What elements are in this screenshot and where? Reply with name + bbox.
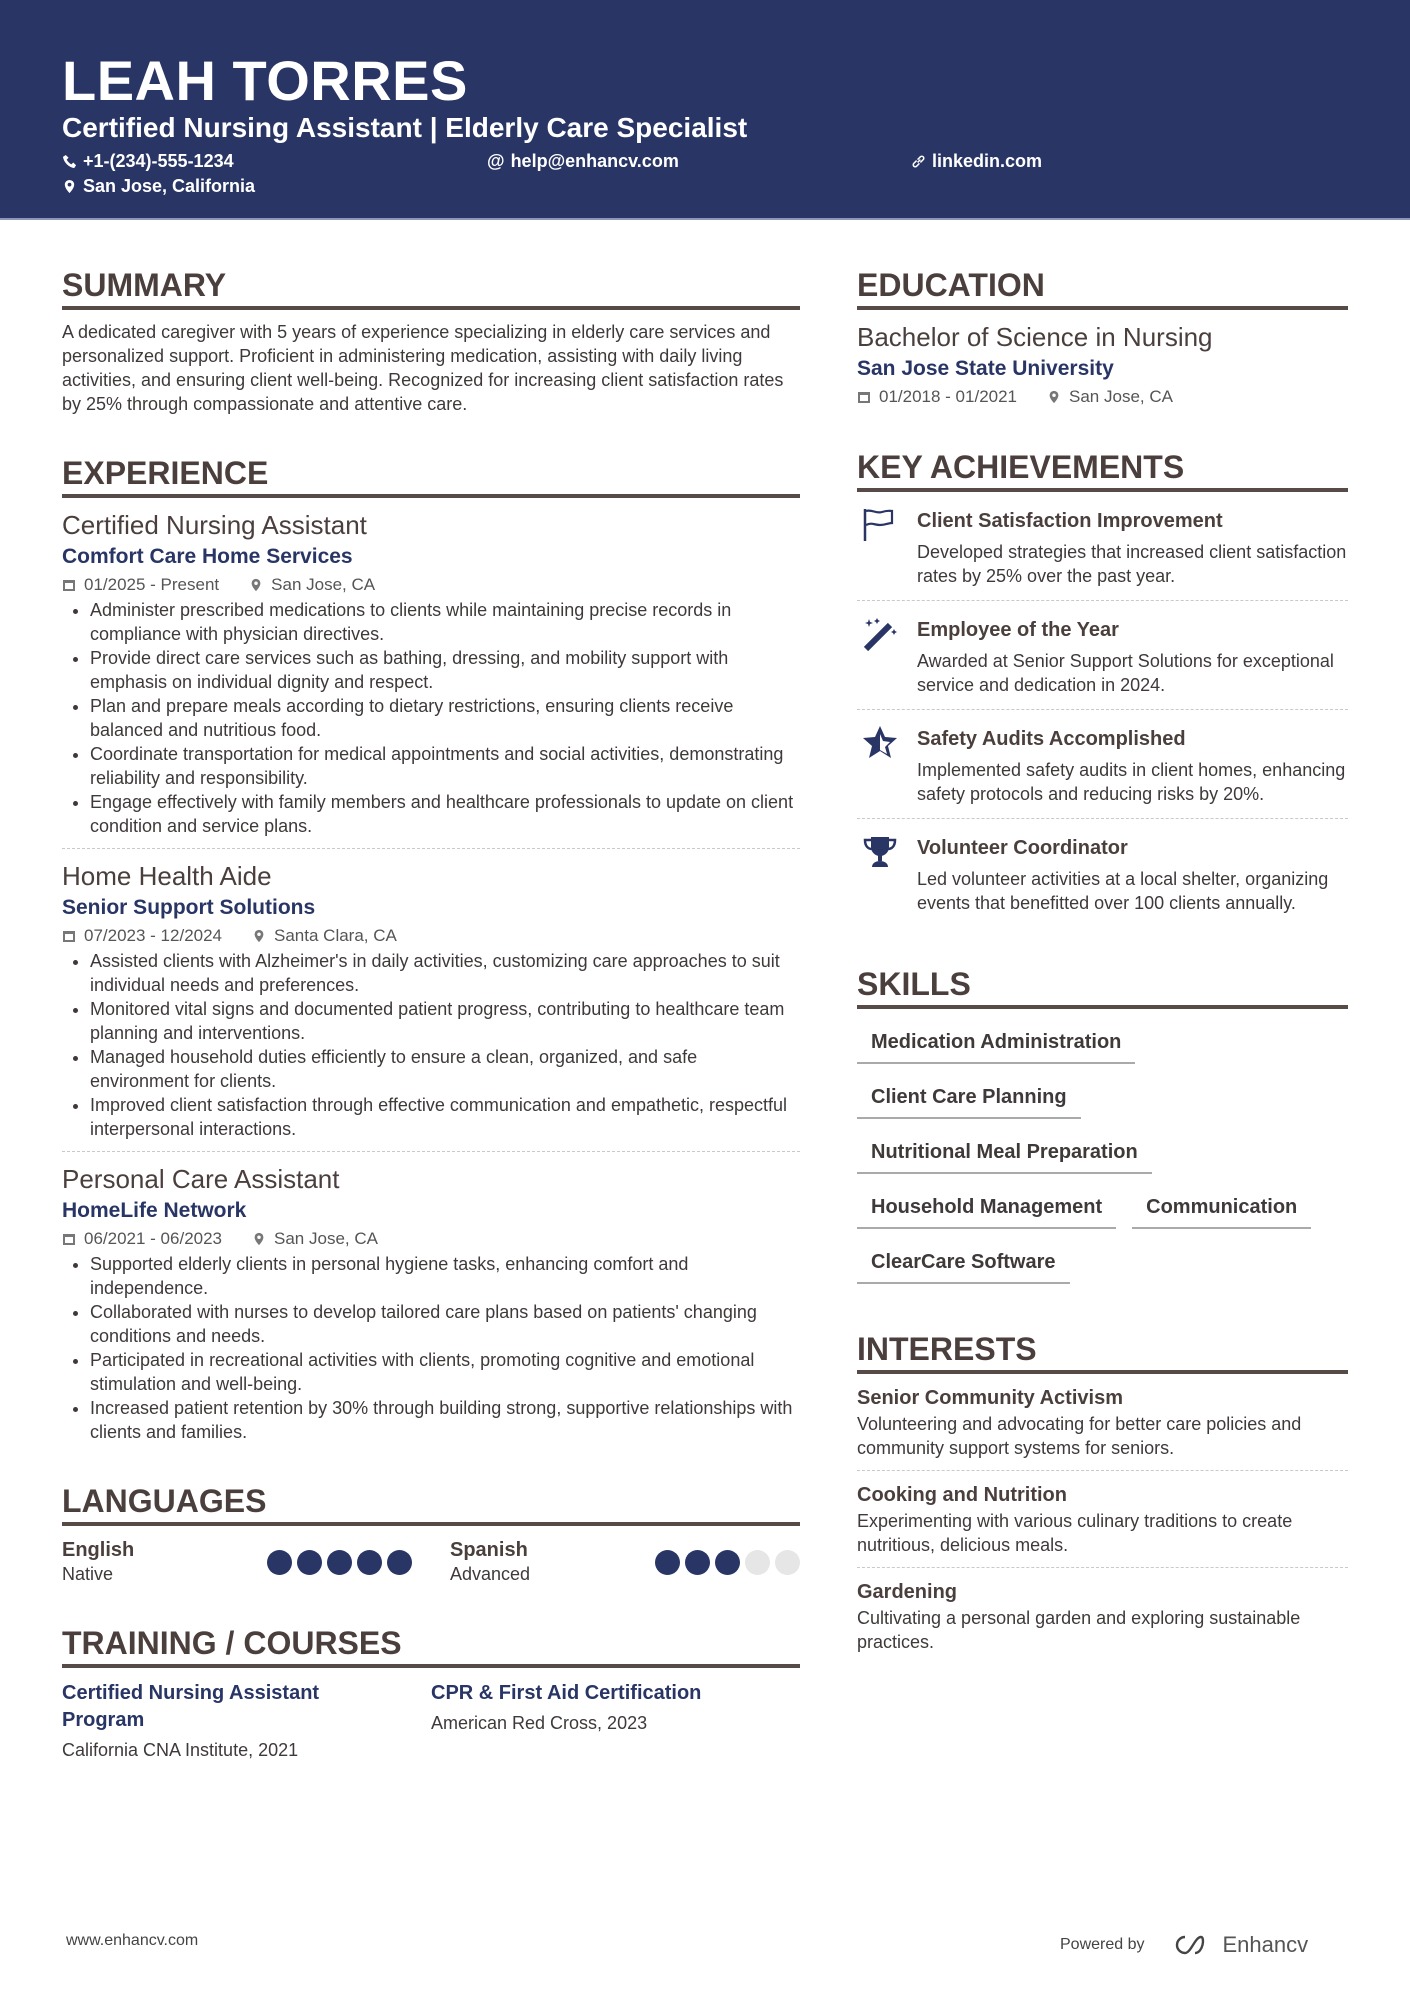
section-title: LANGUAGES [62,1482,800,1526]
skill-tag: Nutritional Meal Preparation [857,1127,1152,1174]
achievements-section [857,448,1348,927]
achievement-text: Developed strategies that increased client satisfaction rates by 25% over the past year. [917,542,1347,586]
map-pin-icon [252,1232,266,1246]
job-bullets [90,949,800,1141]
language-rating [655,1550,800,1575]
section-title: EDUCATION [857,266,1348,310]
email-link[interactable]: help@enhancv.com [510,151,679,171]
interest-item [857,1567,1348,1664]
course-item [431,1680,800,1762]
phone-icon [62,154,77,169]
powered-by-label: Powered by [1060,1936,1145,1953]
course-title: Certified Nursing Assistant Program [62,1682,320,1731]
resume-header [0,0,1410,220]
school: San Jose State University [857,357,1114,380]
language-item [450,1538,800,1586]
education-location: San Jose, CA [1069,387,1173,406]
interest-item [857,1374,1348,1470]
rating-dot [267,1550,292,1575]
job-meta [62,572,800,598]
achievement-item [857,600,1348,709]
achievement-title: Safety Audits Accomplished [917,728,1186,750]
rating-dot [357,1550,382,1575]
job-location: San Jose, CA [274,1229,378,1248]
job-location: San Jose, CA [271,575,376,594]
job-bullets [90,598,800,838]
course-detail: California CNA Institute, 2021 [62,1740,299,1760]
degree: Bachelor of Science in Nursing [857,322,1213,352]
interest-text: Cultivating a personal garden and exploring sustainable practices. [857,1608,1301,1652]
company-name: Comfort Care Home Services [62,545,353,568]
bullet-item: • Provide direct care services such as bathing, dressing, and mobility support with emphasis on individual dignity and respect. [90,646,800,694]
job-dates: 01/2025 - Present [84,575,220,594]
achievement-item [857,818,1348,927]
phone-text: +1-(234)-555-1234 [83,151,234,171]
language-name: English [62,1539,135,1561]
interest-text: Volunteering and advocating for better care policies and community support systems for seniors. [857,1414,1302,1458]
section-title: SUMMARY [62,266,800,310]
training-section [62,1624,800,1762]
job-meta [62,923,800,949]
rating-dot [327,1550,352,1575]
achievement-title: Volunteer Coordinator [917,837,1128,859]
interest-item [857,1470,1348,1567]
section-title: SKILLS [857,965,1348,1009]
company-name: Senior Support Solutions [62,896,316,919]
left-column [62,266,800,1762]
skill-tag: ClearCare Software [857,1237,1070,1284]
bullet-item: • Supported elderly clients in personal hygiene tasks, enhancing comfort and independence. [90,1252,800,1300]
trophy-icon [861,833,899,871]
education-dates: 01/2018 - 01/2021 [879,387,1018,406]
flag-icon [861,506,899,544]
skill-tag: Client Care Planning [857,1072,1081,1119]
bullet-item: • Assisted clients with Alzheimer's in daily activities, customizing care approaches to suit individual needs and preferences. [90,949,800,997]
footer-powered [1060,1932,1308,1958]
rating-dot [297,1550,322,1575]
bullet-item: • Participated in recreational activities with clients, promoting cognitive and emotional stimulation and well-being. [90,1348,800,1396]
calendar-icon [62,1232,76,1246]
link-icon [911,154,926,169]
achievement-item [857,709,1348,818]
job-location: Santa Clara, CA [274,926,397,945]
achievement-text: Implemented safety audits in client homes, enhancing safety protocols and reducing risks by 20%. [917,760,1346,804]
map-pin-icon [62,179,77,194]
interest-title: Gardening [857,1581,958,1603]
calendar-icon [62,578,76,592]
education-meta [857,384,1348,410]
map-pin-icon [1047,390,1061,404]
job-entry [62,848,800,1141]
rating-dot [775,1550,800,1575]
course-title: CPR & First Aid Certification [431,1682,702,1704]
interest-text: Experimenting with various culinary traditions to create nutritious, delicious meals. [857,1511,1293,1555]
bullet-item: • Engage effectively with family members and healthcare professionals to update on client condition and service plans. [90,790,800,838]
achievement-text: Led volunteer activities at a local shelter, organizing events that benefitted over 100 clients annually. [917,869,1329,913]
bullet-item: • Administer prescribed medications to clients while maintaining precise records in compliance with physician directives. [90,598,800,646]
job-title: Home Health Aide [62,861,272,891]
rating-dot [655,1550,680,1575]
course-detail: American Red Cross, 2023 [431,1713,648,1733]
rating-dot [685,1550,710,1575]
at-icon: @ [487,151,505,171]
location-text: San Jose, California [83,176,256,196]
interests-section [857,1330,1348,1664]
achievement-item [857,492,1348,600]
interest-title: Senior Community Activism [857,1387,1123,1409]
bullet-item: • Plan and prepare meals according to dietary restrictions, ensuring clients receive balanced and nutritious food. [90,694,800,742]
skills-section [857,965,1348,1292]
job-dates: 06/2021 - 06/2023 [84,1229,223,1248]
star-icon [861,724,899,762]
rating-dot [715,1550,740,1575]
bullet-item: • Coordinate transportation for medical appointments and social activities, demonstrating reliability and responsibility. [90,742,800,790]
linkedin-link[interactable]: linkedin.com [932,151,1043,171]
enhancv-logo-icon [1171,1933,1215,1957]
section-title: TRAINING / COURSES [62,1624,800,1668]
location-contact [62,176,255,197]
calendar-icon [62,929,76,943]
email-contact[interactable] [487,151,679,172]
candidate-title: Certified Nursing Assistant | Elderly Care Specialist [62,112,748,143]
job-entry [62,1151,800,1444]
section-title: KEY ACHIEVEMENTS [857,448,1348,492]
magic-wand-icon [861,615,899,653]
experience-section [62,454,800,1444]
interest-title: Cooking and Nutrition [857,1484,1067,1506]
right-column [857,266,1348,1664]
rating-dot [745,1550,770,1575]
calendar-icon [857,390,871,404]
language-rating [267,1550,412,1575]
map-pin-icon [252,929,266,943]
bullet-item: • Managed household duties efficiently to ensure a clean, organized, and safe environment for clients. [90,1045,800,1093]
language-name: Spanish [450,1539,528,1561]
bullet-item: • Increased patient retention by 30% through building strong, supportive relationships with clients and families. [90,1396,800,1444]
course-item [62,1680,431,1762]
language-item [62,1538,412,1586]
skill-tag: Communication [1132,1182,1311,1229]
job-entry [62,498,800,838]
footer-website[interactable]: www.enhancv.com [66,1932,199,1949]
map-pin-icon [249,578,263,592]
rating-dot [387,1550,412,1575]
achievement-text: Awarded at Senior Support Solutions for exceptional service and dedication in 2024. [917,651,1334,695]
bullet-item: • Collaborated with nurses to develop tailored care plans based on patients' changing conditions and needs. [90,1300,800,1348]
bullet-item: • Monitored vital signs and documented patient progress, contributing to healthcare team planning and interventions. [90,997,800,1045]
linkedin-contact[interactable] [911,151,1042,172]
skill-tag: Medication Administration [857,1017,1135,1064]
section-title: EXPERIENCE [62,454,800,498]
job-title: Personal Care Assistant [62,1164,340,1194]
summary-section [62,266,800,416]
languages-section [62,1482,800,1586]
language-level: Native [62,1564,114,1584]
job-bullets [90,1252,800,1444]
bullet-item: • Improved client satisfaction through effective communication and empathetic, respectful interpersonal interactions. [90,1093,800,1141]
job-meta [62,1226,800,1252]
language-level: Advanced [450,1564,531,1584]
section-title: INTERESTS [857,1330,1348,1374]
candidate-name: LEAH TORRES [62,49,468,112]
education-section [857,266,1348,410]
enhancv-brand: Enhancv [1222,1932,1309,1957]
phone-contact [62,151,234,172]
summary-text: A dedicated caregiver with 5 years of experience specializing in elderly care services and personalized support. Proficient in administering medication, assisting with daily living activities, and ensuring client well-being. Recognized for increasing client satisfaction rates by 25% through compassionate and attentive care. [62,322,784,414]
job-title: Certified Nursing Assistant [62,510,367,540]
job-dates: 07/2023 - 12/2024 [84,926,223,945]
achievement-title: Employee of the Year [917,619,1119,641]
achievement-title: Client Satisfaction Improvement [917,510,1223,532]
skill-tag: Household Management [857,1182,1116,1229]
company-name: HomeLife Network [62,1199,247,1222]
